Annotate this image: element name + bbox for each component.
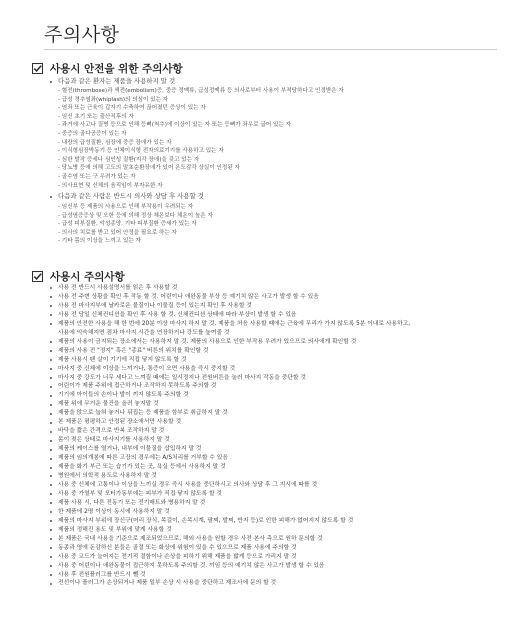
checkbox-checked-icon xyxy=(32,271,43,282)
list-item: - 이식형심장박동기 등 인체이식형 전자의료기기를 사용하고 있는 자 xyxy=(58,148,224,155)
list-item: - 과거에 사고나 질병 등으로 인해 등뼈(척추)에 이상이 있는 자 또는 등뼈가 좌우로 굽어 있는 자 xyxy=(58,122,291,129)
list-item: 제품의 마사지 부위에 장신구(머리 장식, 목걸이, 손목시계, 팔찌, 발찌, 반지 등)로 인한 피해가 없어지지 않도록 할 것 xyxy=(50,517,410,526)
list-item-continuation: 사용에 익숙해지면 점차 마사지 시간을 연장하거나 강도를 높여줄 것 xyxy=(58,329,230,336)
list-item: 사용 중 신체에 고통이나 이상을 느끼실 경우 즉시 사용을 중단하시고 의사와 상담 후 그 지시에 따를 것 xyxy=(50,481,410,490)
list-item: 전선이나 플러그가 손상되거나 제품 일부 손상 시 사용을 중단하고 제조사에 문의 할 것 xyxy=(50,579,410,588)
list-item: 어린이가 제품 주위에 접근하거나 조작하지 못하도록 주의할 것 xyxy=(50,382,410,391)
consultation-list xyxy=(58,203,213,246)
list-item: - 급성염증증상 및 오한 등에 의해 정상 체온보다 체온이 높은 자 xyxy=(58,212,213,219)
list-item: - 급성 피부질환, 악성종양, 기타 피부질환 증세가 있는 자 xyxy=(58,221,197,228)
list-item: 사용 전 반드시 사용설명서를 읽은 후 사용할 것 xyxy=(50,284,410,293)
list-item: 제품 사용 시, 다른 전동기 또는 전기매트와 병용하지 말 것 xyxy=(50,499,410,508)
list-item: 본 제품은 국내 사용을 기준으로 제조되었으므로, 해외 사용을 원할 경우 사전 본사 측으로 원하 문의할 것 xyxy=(50,535,410,544)
list-item: - 중증의 골다공증이 있는 자 xyxy=(58,130,127,137)
list-item: 기기에 아이들의 손이나 발이 끼지 않도록 주의할 것 xyxy=(50,391,410,400)
list-item: 제품을 앉으로 눕혀 놓거나 뒤집는 등 제품을 함부로 취급하지 말 것 xyxy=(50,409,410,418)
list-item: - 내장의 급성질환, 심장에 중증 장애가 있는 자 xyxy=(58,139,172,146)
list-item: 동종과 영에 돈감하신 분들은 골절 또는 화상에 위험이 있을 수 있으므로 제품 사용에 주의할 것 xyxy=(50,544,410,553)
list-item: 제품 위에 무거운 물건을 올려 놓지말 것 xyxy=(50,400,410,409)
list-item: 사용 중 가열부 및 모터가동부에는 피부가 직접 닿지 않도록 할 것 xyxy=(50,490,410,499)
group-head-list xyxy=(50,77,175,86)
section-heading-text: 사용시 안전을 위한 주의사항 xyxy=(50,63,183,75)
list-item: 제품의 사용이 금지되는 장소에서는 사용하지 말 것. 제품의 사용으로 인한 부작용 우려가 있으므로 의사에게 확인할 것 xyxy=(50,338,410,347)
contraindication-list xyxy=(58,87,344,190)
list-item: 제품의 사용 전 "정지" 혹은 "종료" 버튼의 위치를 확인할 것 xyxy=(50,347,410,356)
list-item: 몸이 젖은 상태로 마사지기를 사용하지 말 것 xyxy=(50,436,410,445)
list-item: - 의사표현 및 신체의 움직임이 부자유한 자 xyxy=(58,182,163,189)
list-item: - 급성 경추염좌(whiplash)의 의심이 있는 자 xyxy=(58,96,169,103)
section-heading-text: 사용시 주의사항 xyxy=(50,271,125,283)
list-item: 제품의 정해진 용도 및 부위에 맞게 사용할 것 xyxy=(50,526,410,535)
section-heading-usage xyxy=(32,269,125,284)
list-item: - 의사의 치료를 받고 있어 안정을 필요로 하는 자 xyxy=(58,229,177,236)
list-item: 본 제품은 평평하고 안정된 장소에서만 사용할 것 xyxy=(50,418,410,427)
list-item: - 혈전(thrombose)과 색전(embolism)증, 중증 정맥류, 급성정맥류 등 의사로부터 사용이 부적당하다고 인정받은 자 xyxy=(58,88,344,94)
list-item: 사용 전 주변 상황을 확인 후 작동 할 것. 어린이나 애완동물 부상 등 예기치 않은 사고가 발생 할 수 있음 xyxy=(50,293,410,302)
list-item: 제품을 화기 부근 또는 습기가 있는 곳, 욕실 등에서 사용하지 말 것 xyxy=(50,463,410,472)
list-item: - 당뇨병 등에 의해 고도의 말초순환장애가 있어 온도감각 상실이 인정된 자 xyxy=(58,165,240,172)
list-item: - 임신부 등 제품의 사용으로 인해 부작용이 우려되는 자 xyxy=(58,204,194,210)
list-item: 사용 중 어린이나 애완동물이 접근하지 못하도록 주의할 것. 끼임 등의 예기치 않은 사고가 발생 할 수 있음 xyxy=(50,562,410,571)
list-item: - 염좌 또는 근육이 갑자기 수축하여 끊어졌던 증상이 있는 자 xyxy=(58,105,206,112)
group-head-list xyxy=(50,192,204,201)
title-divider xyxy=(44,49,497,50)
list-item: 한 제품에 2명 이상이 동시에 사용하지 말 것 xyxy=(50,508,410,517)
list-item: 사용 전 당일 신체컨디션을 확인 후 사용 할 것. 신체컨디션 상태에 따라 부상이 발생 할 수 있음 xyxy=(50,311,410,320)
list-item: 제품의 케이스를 열거나, 내부에 이물질을 삽입하지 말 것 xyxy=(50,445,410,454)
list-item: 제품 사용시 팬 살이 기기에 직접 닿지 않도록 할 것 xyxy=(50,356,410,365)
checkbox-checked-icon xyxy=(32,63,43,74)
list-item: 사용 후 전원플러그를 반드시 뺄 것 xyxy=(50,571,410,580)
list-item: - 골수염 또는 구 우려가 있는 자 xyxy=(58,173,136,180)
page-title: 주의사항 xyxy=(44,24,120,46)
list-item: - 기타 몸의 이상을 느끼고 있는 자 xyxy=(58,238,141,245)
list-item: 바닥을 짧은 간격으로 반복 조작하지 말 것 xyxy=(50,427,410,436)
list-item: - 심한 발작 증세나 심인성 질환(지각 장애)을 갖고 있는 자 xyxy=(58,156,200,163)
group-head: 다음과 같은 사람은 반드시 의사와 상담 후 사용할 것 xyxy=(50,192,204,201)
usage-caution-list xyxy=(50,284,410,588)
list-item: 제품의 임의개봉에 따른 고장의 경우에는 A/S처리를 거부할 수 있음 xyxy=(50,454,410,463)
list-item: 마사지 중 강도가 너무 세다고 느껴질 때에는 일시정지나 전원버튼을 눌러 마사지 작동을 중단할 것 xyxy=(50,374,410,383)
list-item: 병원에서 의학적 용도로 사용하지 말 것 xyxy=(50,472,410,481)
section-heading-safety xyxy=(32,61,183,76)
list-item: - 임신 초기 또는 출산직후의 자 xyxy=(58,113,134,120)
group-head: 다음과 같은 환자는 제품을 사용하지 말 것 xyxy=(50,77,175,86)
list-item: 마사지 중 신체에 이상을 느끼거나, 통증이 오면 사용을 즉시 중지할 것 xyxy=(50,365,410,374)
list-item: 제품의 안전한 사용을 해 한 번에 20분 이상 마사지 하지 말 것. 제품을 처음 사용할 때에는 근육에 무리가 가지 않도록 5분 이내로 사용하고, xyxy=(50,320,410,329)
list-item: 사용 전 마사지부에 날카로운 물질이나 이물질 등이 있는지 확인 후 사용할 것 xyxy=(50,302,410,311)
list-item: 사용 중 코드가 늘어지는 전기적 결함이나 손상을 피하기 위해 제품을 밟게 등으로 가리지 말 것 xyxy=(50,553,410,562)
